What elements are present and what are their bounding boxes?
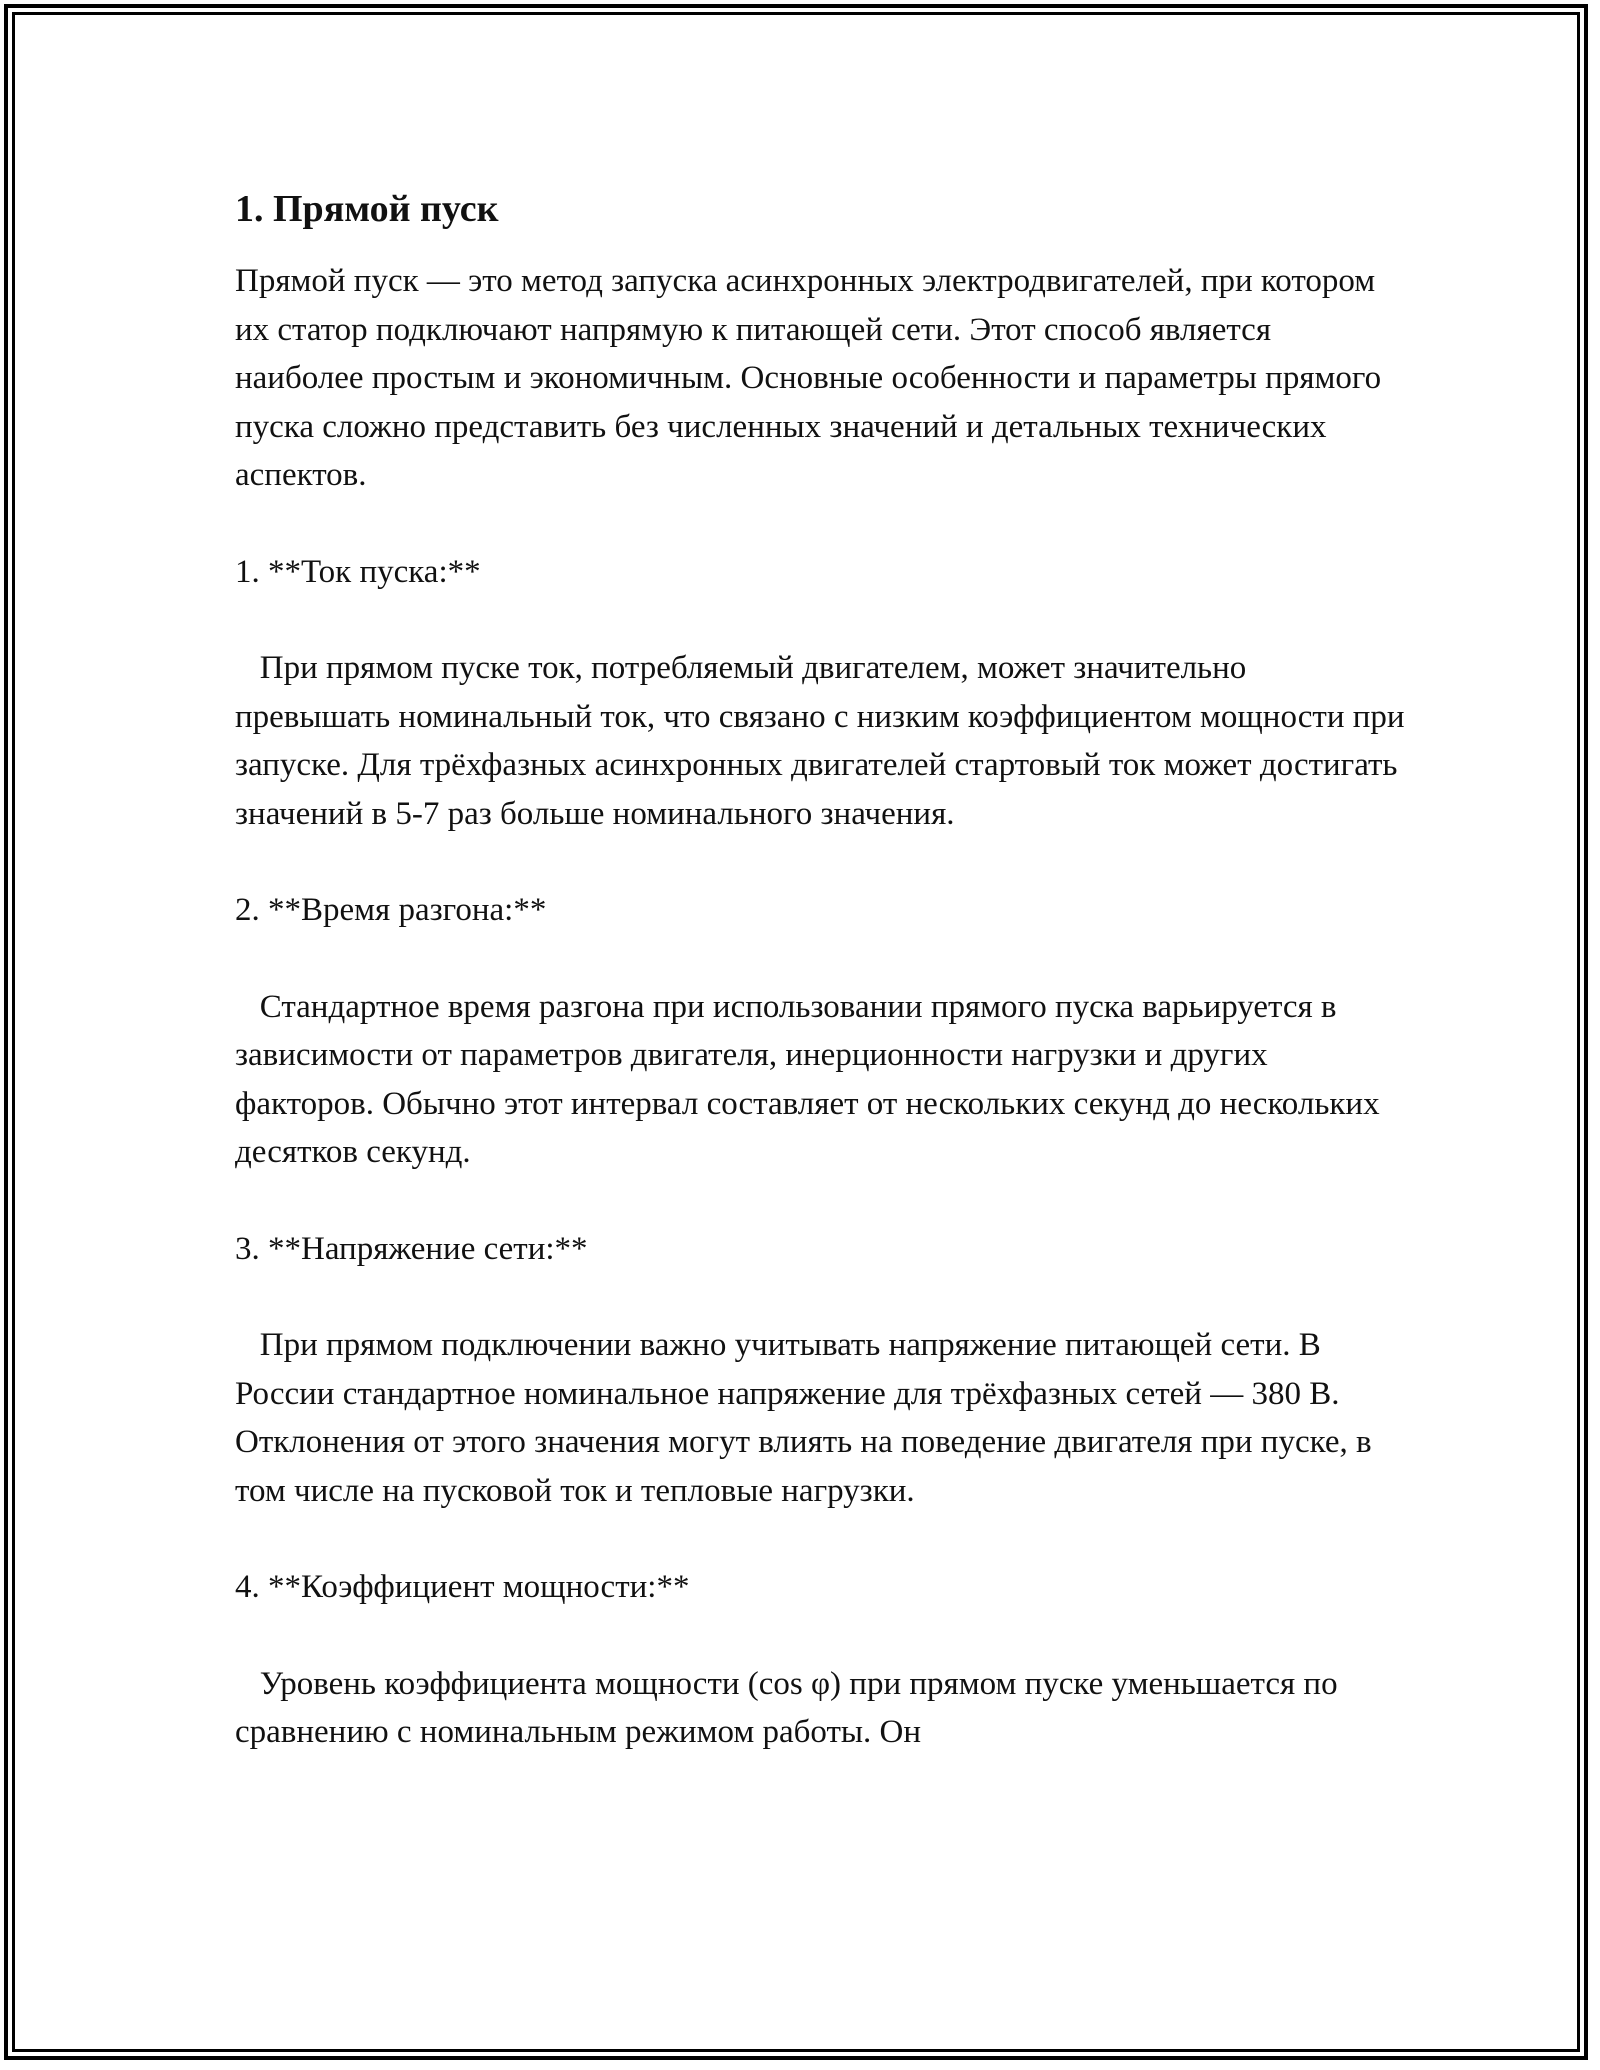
item-heading-1: 1. **Ток пуска:** [235,553,481,590]
intro-paragraph: Прямой пуск — это метод запуска асинхронных электродвигателей, при котором их статор подключают напрямую к питающей сети. Этот способ является наиболее простым и экономичным. Основные особенности и параметры прямого пуска сложно представить без численных значений и детальных технических аспектов. [235,263,1382,493]
spacer [235,935,1405,983]
item-text-4: Уровень коэффициента мощности (cos φ) при прямом пуске уменьшается по сравнению с номинальным режимом работы. Он [235,1665,1346,1750]
spacer [235,1177,1405,1225]
item-text-3: При прямом подключении важно учитывать напряжение питающей сети. В России стандартное номинальное напряжение для трёхфазных сетей — 380 В. Отклонения от этого значения могут влиять на поведение двигателя при пуске, в том числе на пусковой ток и тепловые нагрузки. [235,1327,1380,1509]
spacer [235,596,1405,644]
section-title: 1. Прямой пуск [235,188,499,230]
spacer [235,500,1405,548]
item-heading-2: 2. **Время разгона:** [235,892,547,928]
document-body [235,185,1413,1757]
spacer [235,1515,1405,1563]
item-heading-4: 4. **Коэффициент мощности:** [235,1569,690,1605]
item-heading-3: 3. **Напряжение сети:** [235,1230,588,1267]
spacer [235,838,1405,886]
spacer [235,1273,1405,1321]
item-text-2: Стандартное время разгона при использовании прямого пуска варьируется в зависимости от параметров двигателя, инерционности нагрузки и других факторов. Обычно этот интервал составляет от нескольких секунд до нескольких десятков секунд. [235,988,1388,1170]
spacer [235,1612,1405,1660]
item-text-1: При прямом пуске ток, потребляемый двигателем, может значительно превышать номинальный ток, что связано с низким коэффициентом мощности при запуске. Для трёхфазных асинхронных двигателей стартовый ток может достигать значений в 5-7 раз больше номинального значения. [235,650,1413,832]
